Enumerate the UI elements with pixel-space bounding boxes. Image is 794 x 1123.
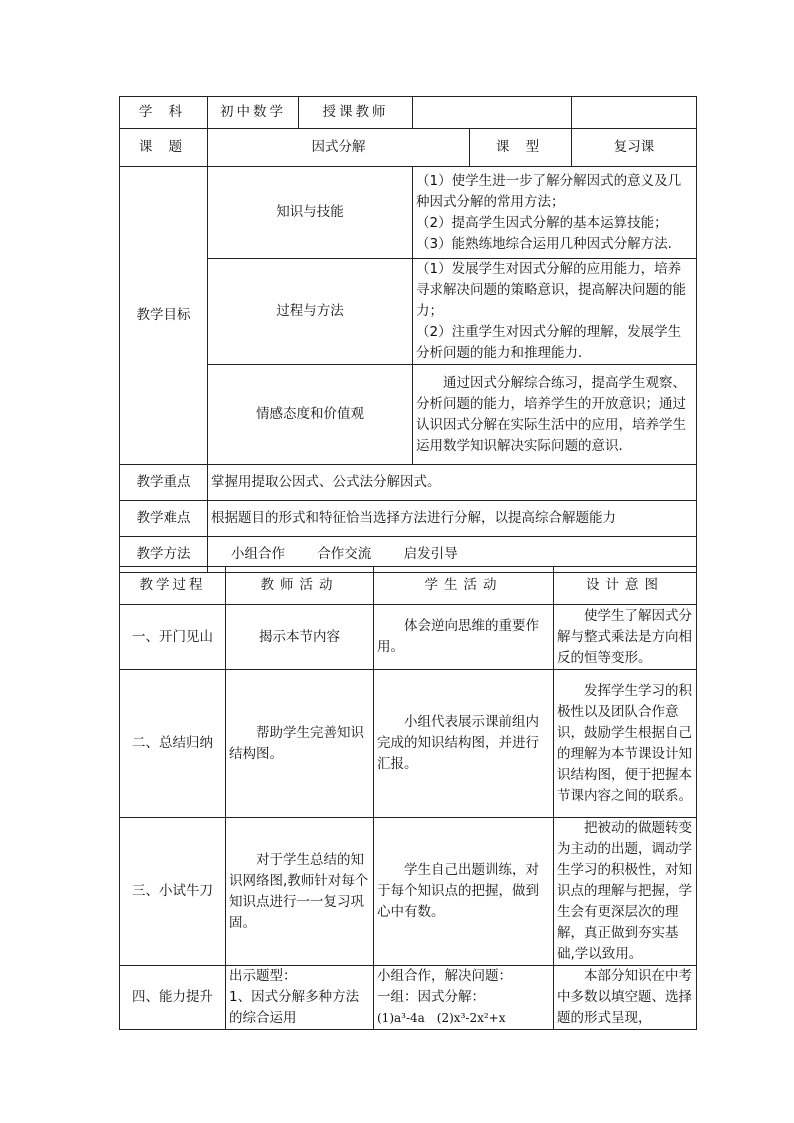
objective-line: （1）使学生进一步了解分解因式的意义及几种因式分解的常用方法； [416,172,682,210]
method-item: 小组合作 [231,546,285,562]
process-header: 教师活动 [226,567,374,605]
student-line: 一组：因式分解： [377,989,485,1005]
objective-line: （2）注重学生对因式分解的理解，发展学生分析问题的能力和推理能力． [416,324,682,361]
objective-line: （1）发展学生对因式分解的应用能力，培养寻求解决问题的策略意识，提高解决问题的能力； [416,261,686,319]
difficulties-value: 根据题目的形式和特征恰当选择方法进行分解，以提高综合解题能力 [208,501,697,537]
teacher-value [413,97,572,129]
method-item: 合作交流 [317,546,372,562]
objective-content [413,259,697,365]
objective-content [413,365,697,465]
process-stage: 一、开门见山 [120,605,226,670]
objectives-label: 教学目标 [120,167,208,465]
objective-name: 情感态度和价值观 [208,365,413,465]
teacher-activity: 揭示本节内容 [226,605,374,670]
teacher-line: 出示题型： [229,968,297,984]
design-intent: 使学生了解因式分解与整式乘法是方向相反的恒等变形。 [554,605,697,670]
design-intent: 本部分知识在中考中多数以填空题、选择题的形式呈现， [554,966,697,1030]
subject-value: 初中数学 [208,97,299,129]
design-intent: 发挥学生学习的积极性以及团队合作意识，鼓励学生根据自己的理解为本节课设计知识结构图，便于把握本节课内容之间的联系。 [554,670,697,818]
teacher-activity: 对于学生总结的知识网络图,教师针对每个知识点进行一一复习巩固。 [226,818,374,966]
difficulties-label: 教学难点 [120,501,208,537]
extra-value [572,97,697,129]
objective-name: 过程与方法 [208,259,413,365]
process-stage: 四、能力提升 [120,966,226,1030]
objective-line: （3）能熟练地综合运用几种因式分解方法. [416,235,672,252]
design-intent: 把被动的做题转变为主动的出题，调动学生学习的积极性，对知识点的理解与把握，学生会有更深层次的理解，真正做到夯实基础,学以致用。 [554,818,697,966]
teacher-line: 1、因式分解多种方法的综合运用 [229,989,360,1026]
type-label: 课 型 [470,129,572,167]
process-header: 学生活动 [374,567,554,605]
objective-content [413,167,697,259]
student-line: (1)a³-4a (2)x³-2x²+x [377,1011,506,1025]
key-points-value: 掌握用提取公因式、公式法分解因式。 [208,465,697,501]
lesson-info-table [119,96,697,573]
student-line: 小组合作，解决问题： [377,968,512,984]
teacher-label: 授课教师 [299,97,413,129]
teacher-activity [226,966,374,1030]
process-stage: 三、小试牛刀 [120,818,226,966]
objective-name: 知识与技能 [208,167,413,259]
process-stage: 二、总结归纳 [120,670,226,818]
student-activity: 体会逆向思维的重要作用。 [374,605,554,670]
subject-label: 学 科 [120,97,208,129]
teacher-activity: 帮助学生完善知识结构图。 [226,670,374,818]
method-item: 启发引导 [403,546,458,562]
key-points-label: 教学重点 [120,465,208,501]
type-value: 复习课 [572,129,697,167]
student-activity: 学生自己出题训练，对于每个知识点的把握，做到心中有数。 [374,818,554,966]
student-activity [374,966,554,1030]
process-table [119,566,697,1030]
process-header: 教学过程 [120,567,226,605]
topic-value: 因式分解 [208,129,470,167]
objective-line: 通过因式分解综合练习，提高学生观察、分析问题的能力，培养学生的开放意识；通过认识因式分解在实际生活中的应用，培养学生运用数学知识解决实际问题的意识． [416,374,686,454]
methods-label: 教学方法 [120,537,208,573]
student-activity: 小组代表展示课前组内完成的知识结构图，并进行汇报。 [374,670,554,818]
objective-line: （2）提高学生因式分解的基本运算技能； [416,214,668,231]
process-header: 设计意图 [554,567,697,605]
topic-label: 课 题 [120,129,208,167]
